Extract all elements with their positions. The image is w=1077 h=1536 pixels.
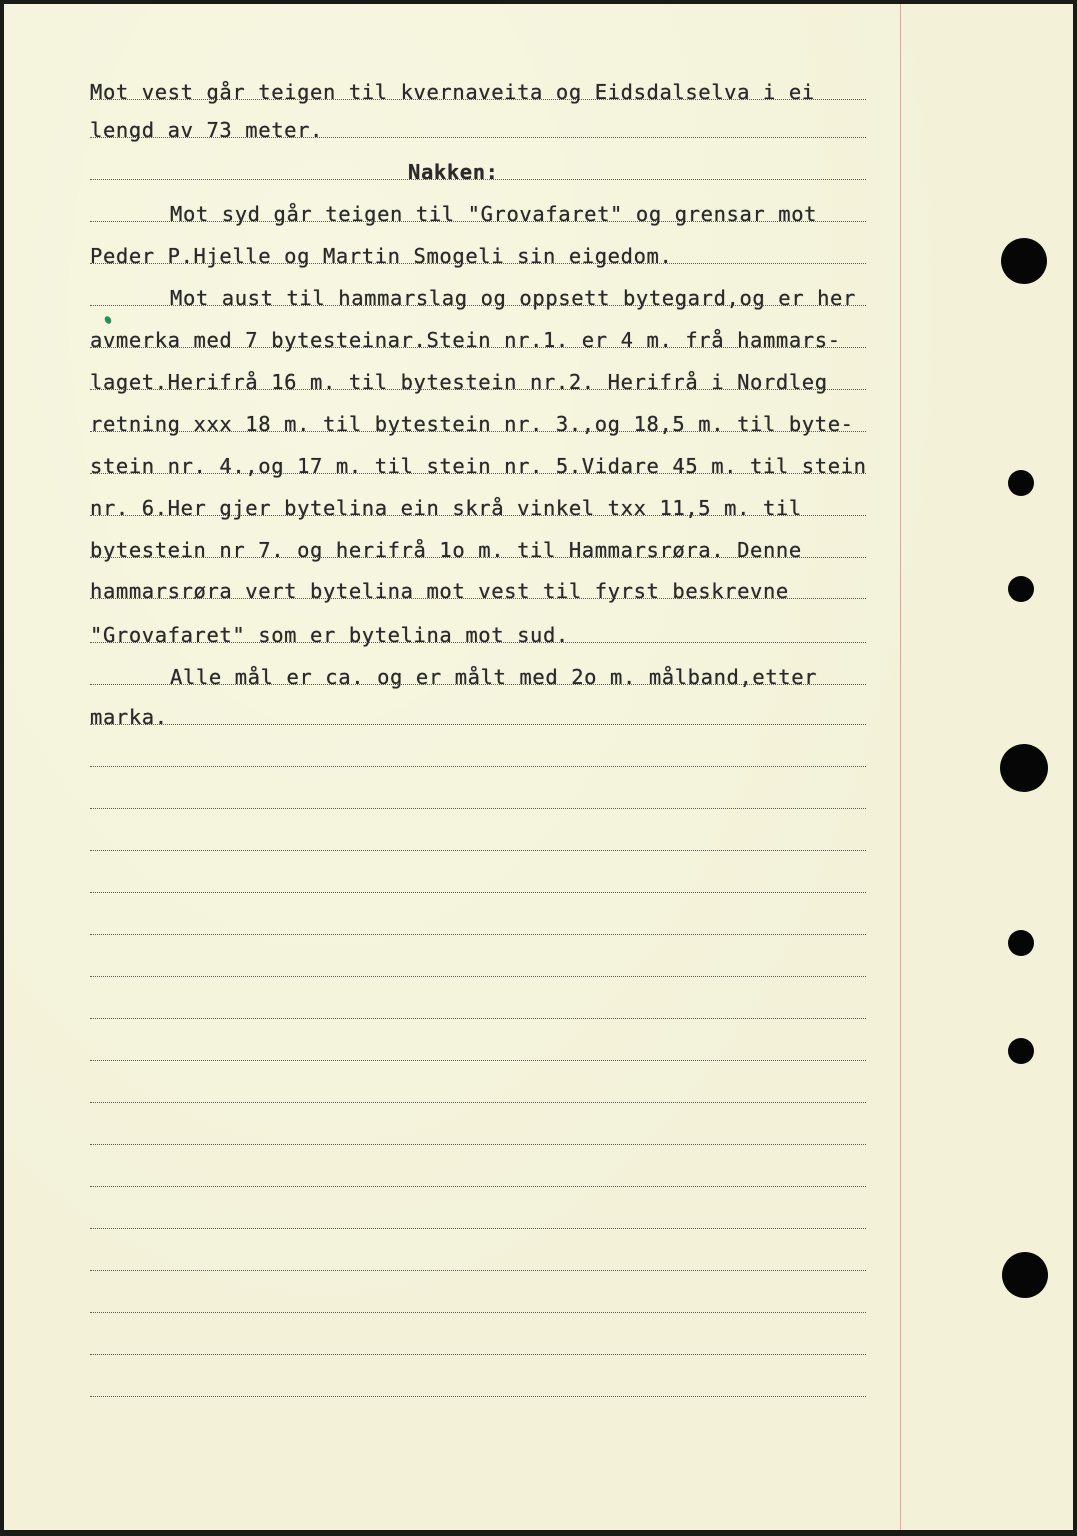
text-line: marka. [90, 705, 168, 729]
text-line: hammarsrøra vert bytelina mot vest til fyrst beskrevne [90, 579, 789, 603]
text-line: "Grovafaret" som er bytelina mot sud. [90, 623, 569, 647]
punch-hole [1008, 576, 1034, 602]
text-line: Mot vest går teigen til kvernaveita og Eidsdalselva i ei [90, 80, 815, 104]
text-line: bytestein nr 7. og herifrå 1o m. til Hammarsrøra. Denne [90, 538, 802, 562]
text-line: nr. 6.Her gjer bytelina ein skrå vinkel txx 11,5 m. til [90, 496, 802, 520]
text-line: stein nr. 4.,og 17 m. til stein nr. 5.Vidare 45 m. til stein [90, 454, 867, 478]
ruled-line [90, 1354, 866, 1355]
text-line: avmerka med 7 bytesteinar.Stein nr.1. er 4 m. frå hammars- [90, 328, 841, 352]
punch-hole [1001, 238, 1047, 284]
text-line: Mot syd går teigen til "Grovafaret" og grensar mot [170, 202, 818, 226]
text-line: Alle mål er ca. og er målt med 2o m. målband,etter [170, 665, 818, 689]
ruled-line [90, 934, 866, 935]
ruled-line [90, 808, 866, 809]
section-heading: Nakken: [408, 160, 499, 184]
punch-hole [1008, 1038, 1034, 1064]
punch-hole [1002, 1252, 1048, 1298]
ruled-line [90, 1270, 866, 1271]
ruled-line [90, 892, 866, 893]
text-line: lengd av 73 meter. [90, 118, 323, 142]
text-line: laget.Herifrå 16 m. til bytestein nr.2. Herifrå i Nordleg [90, 370, 828, 394]
ruled-line [90, 724, 866, 725]
red-margin-line [900, 4, 901, 1530]
text-line: Mot aust til hammarslag og oppsett bytegard,og er her [170, 286, 856, 310]
ink-mark [103, 315, 112, 325]
ruled-line [90, 1060, 866, 1061]
ruled-line [90, 1228, 866, 1229]
ruled-line [90, 1144, 866, 1145]
ruled-line [90, 1018, 866, 1019]
punch-hole [1000, 744, 1048, 792]
ruled-line [90, 1102, 866, 1103]
text-line: Peder P.Hjelle og Martin Smogeli sin eigedom. [90, 244, 673, 268]
ruled-line [90, 766, 866, 767]
ruled-line [90, 850, 866, 851]
punch-hole [1008, 470, 1034, 496]
punch-hole [1008, 930, 1034, 956]
text-line: retning xxx 18 m. til bytestein nr. 3.,og 18,5 m. til byte- [90, 412, 854, 436]
ruled-line [90, 1396, 866, 1397]
ruled-line [90, 976, 866, 977]
ruled-line [90, 1312, 866, 1313]
document-page [4, 4, 1073, 1530]
ruled-line [90, 1186, 866, 1187]
